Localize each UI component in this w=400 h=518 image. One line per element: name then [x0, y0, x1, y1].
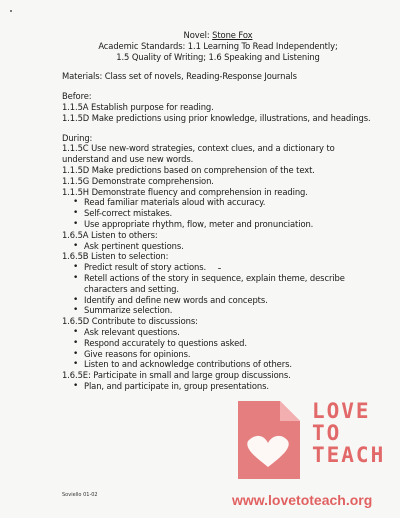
standards-line-1: Academic Standards: 1.1 Learning To Read Independently; [98, 40, 338, 51]
before-item: 1.1.5A Establish purpose for reading. [62, 101, 214, 112]
list-item: • Give reasons for opinions. [84, 349, 374, 360]
during-item: 1.6.5A Listen to others: [62, 229, 158, 240]
watermark-brand-line: LOVE [312, 399, 371, 423]
listen-others-bullet-list [62, 241, 374, 252]
list-item: • Ask relevant questions. [84, 327, 374, 338]
list-item: • Ask pertinent questions. [84, 241, 374, 252]
before-item: 1.1.5D Make predictions using prior knowledge, illustrations, and headings. [62, 112, 371, 123]
during-item: 1.1.5G Demonstrate comprehension. [62, 175, 214, 186]
during-heading: During: [62, 132, 93, 143]
standards-line-2: 1.5 Quality of Writing; 1.6 Speaking and Listening [116, 51, 320, 62]
list-item: • Predict result of story actions. [84, 262, 374, 273]
during-item: 1.1.5C Use new-word strategies, context clues, and a dictionary to understand and use new words. [62, 143, 335, 165]
list-item: • Respond accurately to questions asked. [84, 338, 374, 349]
list-item: • Summarize selection. [84, 305, 374, 316]
footer-code: Soviello 01-02 [62, 492, 98, 498]
novel-title: Stone Fox [212, 30, 253, 40]
scan-speck [10, 10, 12, 12]
list-item: • Identify and define new words and concepts. [84, 295, 374, 306]
list-item: • Use appropriate rhythm, flow, meter and pronunciation. [84, 219, 374, 230]
watermark-brand [312, 399, 386, 467]
novel-line [62, 30, 374, 41]
participate-bullet-list [62, 381, 374, 392]
list-item: • Retell actions of the story in sequence, explain theme, describe characters and setting. [84, 273, 374, 295]
novel-label: Novel: [183, 30, 213, 40]
watermark-brand-line: TEACH [312, 443, 386, 467]
list-item: • Read familiar materials aloud with accuracy. [84, 197, 374, 208]
during-item: 1.1.5H Demonstrate fluency and comprehension in reading. [62, 186, 308, 197]
contribute-bullet-list [62, 327, 374, 370]
during-item: 1.6.5B Listen to selection: [62, 251, 169, 262]
during-item: 1.1.5D Make predictions based on comprehension of the text. [62, 164, 315, 175]
love-to-teach-logo-icon [234, 397, 304, 483]
lesson-plan-text [62, 30, 374, 392]
list-item: • Plan, and participate in, group presentations. [84, 381, 374, 392]
watermark-url-link[interactable]: www.lovetoteach.org [232, 492, 373, 508]
listen-selection-bullet-list [62, 262, 374, 316]
during-item: 1.6.5E: Participate in small and large group discussions. [62, 370, 291, 381]
fluency-bullet-list [62, 197, 374, 229]
list-item: • Listen to and acknowledge contributions of others. [84, 359, 374, 370]
before-heading: Before: [62, 91, 92, 102]
during-item: 1.6.5D Contribute to discussions: [62, 316, 198, 327]
materials-line: Materials: Class set of novels, Reading-Response Journals [62, 71, 297, 82]
watermark-brand-line: TO [312, 421, 342, 445]
list-item: • Self-correct mistakes. [84, 208, 374, 219]
